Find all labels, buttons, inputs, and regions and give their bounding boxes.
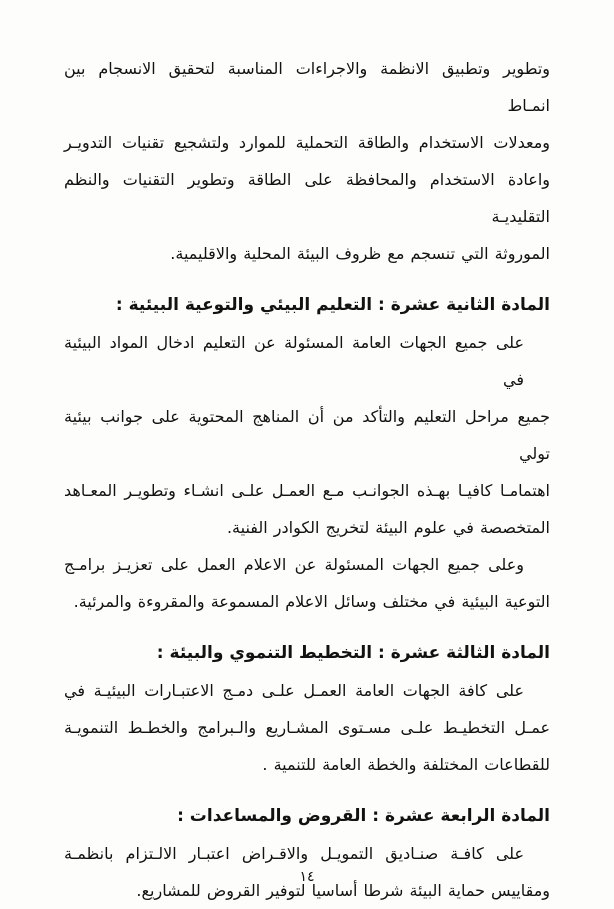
text-line: على كافة الجهات العامة العمـل علـى دمـج الاعتبـارات البيئيـة في — [64, 681, 524, 700]
text-line: اهتمامـا كافيـا بهـذه الجوانـب مـع العمـل علـى انشـاء وتطويـر المعـاهد — [64, 481, 550, 500]
article-heading: المادة الثالثة عشرة : التخطيط التنموي والبيئة : — [156, 643, 550, 663]
text-line: على كافـة صنـاديق التمويـل والاقـراض اعتبـار الالـتزام بانظمـة — [64, 844, 524, 863]
text-line: ومقاييس حماية البيئة شرطا أساسيا لتوفير القروض للمشاريع. — [136, 881, 550, 900]
text-line: واعادة الاستخدام والمحافظة على الطاقة وتطوير التقنيات والنظم التقليديـة — [64, 170, 550, 226]
paragraph — [64, 672, 550, 783]
text-line: عمـل التخطيـط علـى مسـتوى المشـاريع والـبرامج والخطـط التنمويـة — [64, 718, 550, 737]
text-line: المتخصصة في علوم البيئة لتخريج الكوادر الفنية. — [226, 518, 550, 537]
text-line: التوعية البيئية في مختلف وسائل الاعلام المسموعة والمقروءة والمرئية. — [73, 592, 550, 611]
page-number: ١٤ — [299, 869, 315, 885]
paragraph — [64, 50, 550, 272]
text-line: الموروثة التي تنسجم مع ظروف البيئة المحلية والاقليمية. — [170, 244, 550, 263]
text-line: جميع مراحل التعليم والتأكد من أن المناهج المحتوية على جوانب بيئية تولي — [64, 407, 550, 463]
paragraph — [64, 546, 550, 620]
article-heading: المادة الرابعة عشرة : القروض والمساعدات : — [177, 806, 550, 826]
text-line: وتطوير وتطبيق الانظمة والاجراءات المناسبة لتحقيق الانسجام بين انمـاط — [64, 59, 550, 115]
text-line: ومعدلات الاستخدام والطاقة التحملية للموارد ولتشجيع تقنيات التدويـر — [64, 133, 550, 152]
text-line: وعلى جميع الجهات المسئولة عن الاعلام العمل على تعزيـز برامـج — [64, 555, 524, 574]
article-heading: المادة الثانية عشرة : التعليم البيئي والتوعية البيئية : — [115, 295, 550, 315]
paragraph — [64, 324, 550, 546]
text-line: على جميع الجهات العامة المسئولة عن التعليم ادخال المواد البيئية في — [64, 333, 524, 389]
text-line: للقطاعات المختلفة والخطة العامة للتنمية . — [262, 755, 550, 774]
document-content — [64, 50, 550, 909]
